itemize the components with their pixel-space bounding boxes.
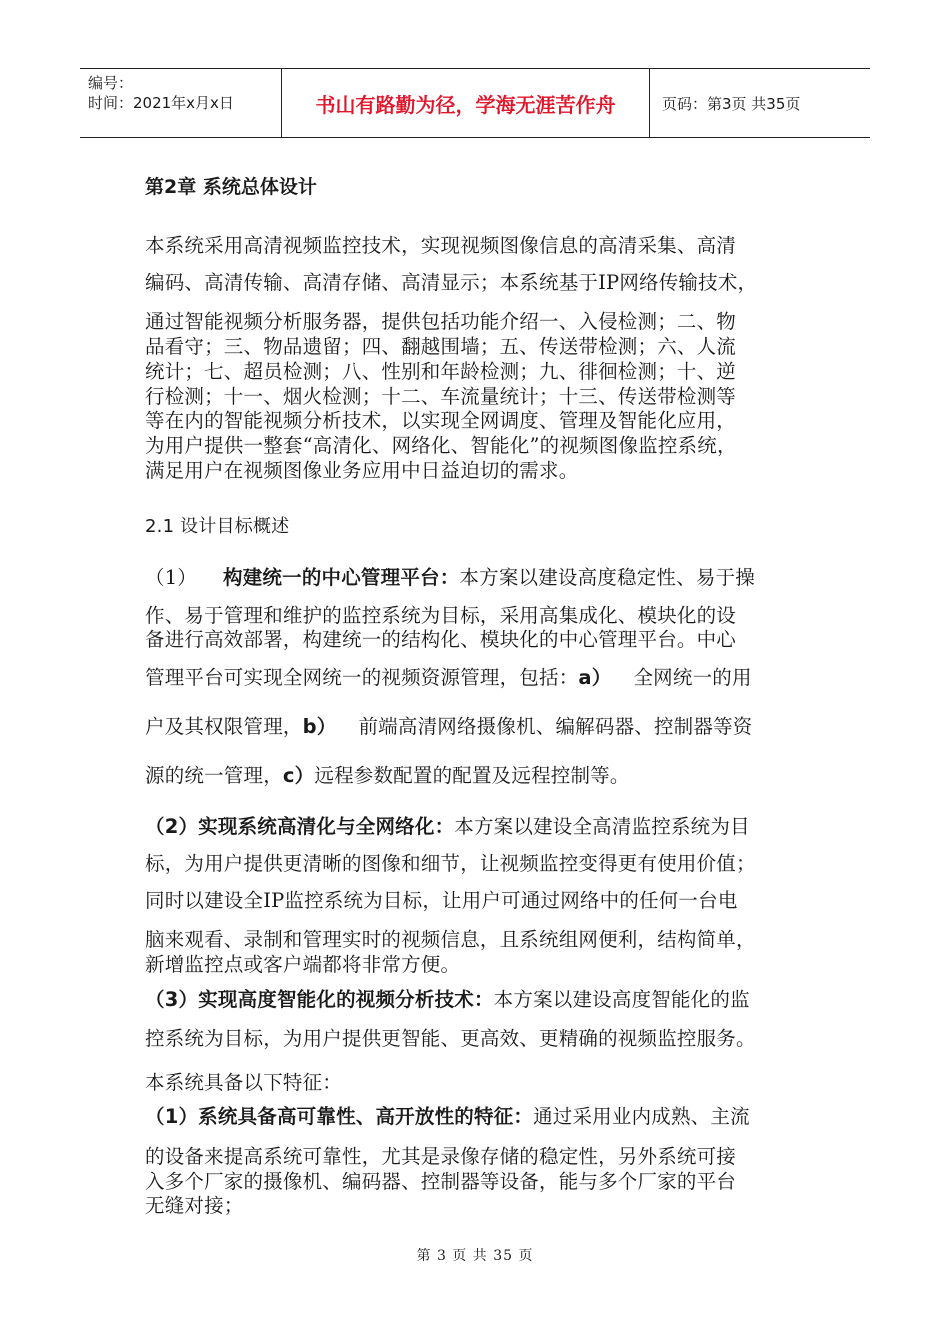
item2-heading: （2）实现系统高清化与全网络化： bbox=[145, 815, 455, 838]
item1-text: 全网统一的用 bbox=[633, 666, 752, 689]
intro-line: 行检测；十一、烟火检测；十二、车流量统计；十三、传送带检测等 bbox=[145, 385, 737, 408]
item2-line: 同时以建设全IP监控系统为目标，让用户可通过网络中的任何一台电 bbox=[145, 889, 738, 912]
item1-text: 源的统一管理， bbox=[145, 764, 283, 787]
intro-line: 满足用户在视频图像业务应用中日益迫切的需求。 bbox=[145, 459, 579, 482]
intro-line: 本系统采用高清视频监控技术，实现视频图像信息的高清采集、高清 bbox=[145, 234, 737, 257]
item1-a-label: a） bbox=[578, 666, 612, 689]
chapter-title: 第2章 系统总体设计 bbox=[145, 176, 317, 198]
item1-c-label: c） bbox=[282, 764, 315, 787]
feature1-line1 bbox=[145, 1105, 810, 1129]
page-header bbox=[80, 68, 870, 138]
intro-line: 通过智能视频分析服务器，提供包括功能介绍一、入侵检测；二、物 bbox=[145, 310, 737, 333]
feature1-line: 入多个厂家的摄像机、编码器、控制器等设备，能与多个厂家的平台 bbox=[145, 1170, 737, 1193]
document-time-label: 时间：2021年x月x日 bbox=[88, 94, 234, 112]
item1-heading: 构建统一的中心管理平台： bbox=[223, 566, 460, 589]
feature1-line: 无缝对接； bbox=[145, 1194, 244, 1217]
item3-line1 bbox=[145, 988, 810, 1012]
intro-line: 为用户提供一整套“高清化、网络化、智能化”的视频图像监控系统， bbox=[145, 434, 737, 457]
feature1-heading: （1）系统具备高可靠性、高开放性的特征： bbox=[145, 1105, 534, 1128]
item2-text: 本方案以建设全高清监控系统为目 bbox=[454, 815, 750, 838]
item1-line: 备进行高效部署，构建统一的结构化、模块化的中心管理平台。中心 bbox=[145, 628, 737, 651]
item3-line: 控系统为目标，为用户提供更智能、更高效、更精确的视频监控服务。 bbox=[145, 1027, 756, 1050]
item1-line1 bbox=[145, 566, 810, 590]
item2-line: 新增监控点或客户端都将非常方便。 bbox=[145, 953, 461, 976]
item3-text: 本方案以建设高度智能化的监 bbox=[493, 988, 750, 1011]
item1-text: 远程参数配置的配置及远程控制等。 bbox=[314, 764, 630, 787]
header-meta bbox=[80, 69, 282, 137]
features-intro: 本系统具备以下特征： bbox=[145, 1071, 343, 1094]
intro-line: 编码、高清传输、高清存储、高清显示；本系统基于IP网络传输技术， bbox=[145, 271, 758, 294]
item1-line: 作、易于管理和维护的监控系统为目标，采用高集成化、模块化的设 bbox=[145, 604, 737, 627]
item1-number: （1） bbox=[145, 566, 198, 589]
item1-text: 户及其权限管理， bbox=[145, 715, 303, 738]
header-motto: 书山有路勤为径，学海无涯苦作舟 bbox=[282, 69, 650, 137]
intro-line: 品看守；三、物品遗留；四、翻越围墙；五、传送带检测；六、人流 bbox=[145, 335, 737, 358]
item1-text: 前端高清网络摄像机、编解码器、控制器等资 bbox=[358, 715, 753, 738]
item1-b-label: b） bbox=[302, 715, 337, 738]
item1-text: 本方案以建设高度稳定性、易于操 bbox=[459, 566, 755, 589]
item1-line4 bbox=[145, 666, 810, 690]
item1-line6 bbox=[145, 764, 810, 788]
item1-line5 bbox=[145, 715, 810, 739]
page-footer: 第 3 页 共 35 页 bbox=[416, 1248, 534, 1264]
item2-line: 标，为用户提供更清晰的图像和细节，让视频监控变得更有使用价值； bbox=[145, 852, 756, 875]
item3-heading: （3）实现高度智能化的视频分析技术： bbox=[145, 988, 494, 1011]
section-title: 2.1 设计目标概述 bbox=[145, 516, 290, 537]
feature1-line: 的设备来提高系统可靠性，尤其是录像存储的稳定性，另外系统可接 bbox=[145, 1145, 737, 1168]
intro-line: 等在内的智能视频分析技术，以实现全网调度、管理及智能化应用， bbox=[145, 409, 737, 432]
item1-text: 管理平台可实现全网统一的视频资源管理，包括： bbox=[145, 666, 579, 689]
header-page-info: 页码：第3页 共35页 bbox=[662, 94, 801, 113]
item2-line: 脑来观看、录制和管理实时的视频信息，且系统组网便利，结构简单， bbox=[145, 928, 756, 951]
document-number-label: 编号： bbox=[88, 74, 134, 92]
item2-line1 bbox=[145, 815, 810, 839]
intro-line: 统计；七、超员检测；八、性别和年龄检测；九、徘徊检测；十、逆 bbox=[145, 360, 737, 383]
feature1-text: 通过采用业内成熟、主流 bbox=[533, 1105, 750, 1128]
